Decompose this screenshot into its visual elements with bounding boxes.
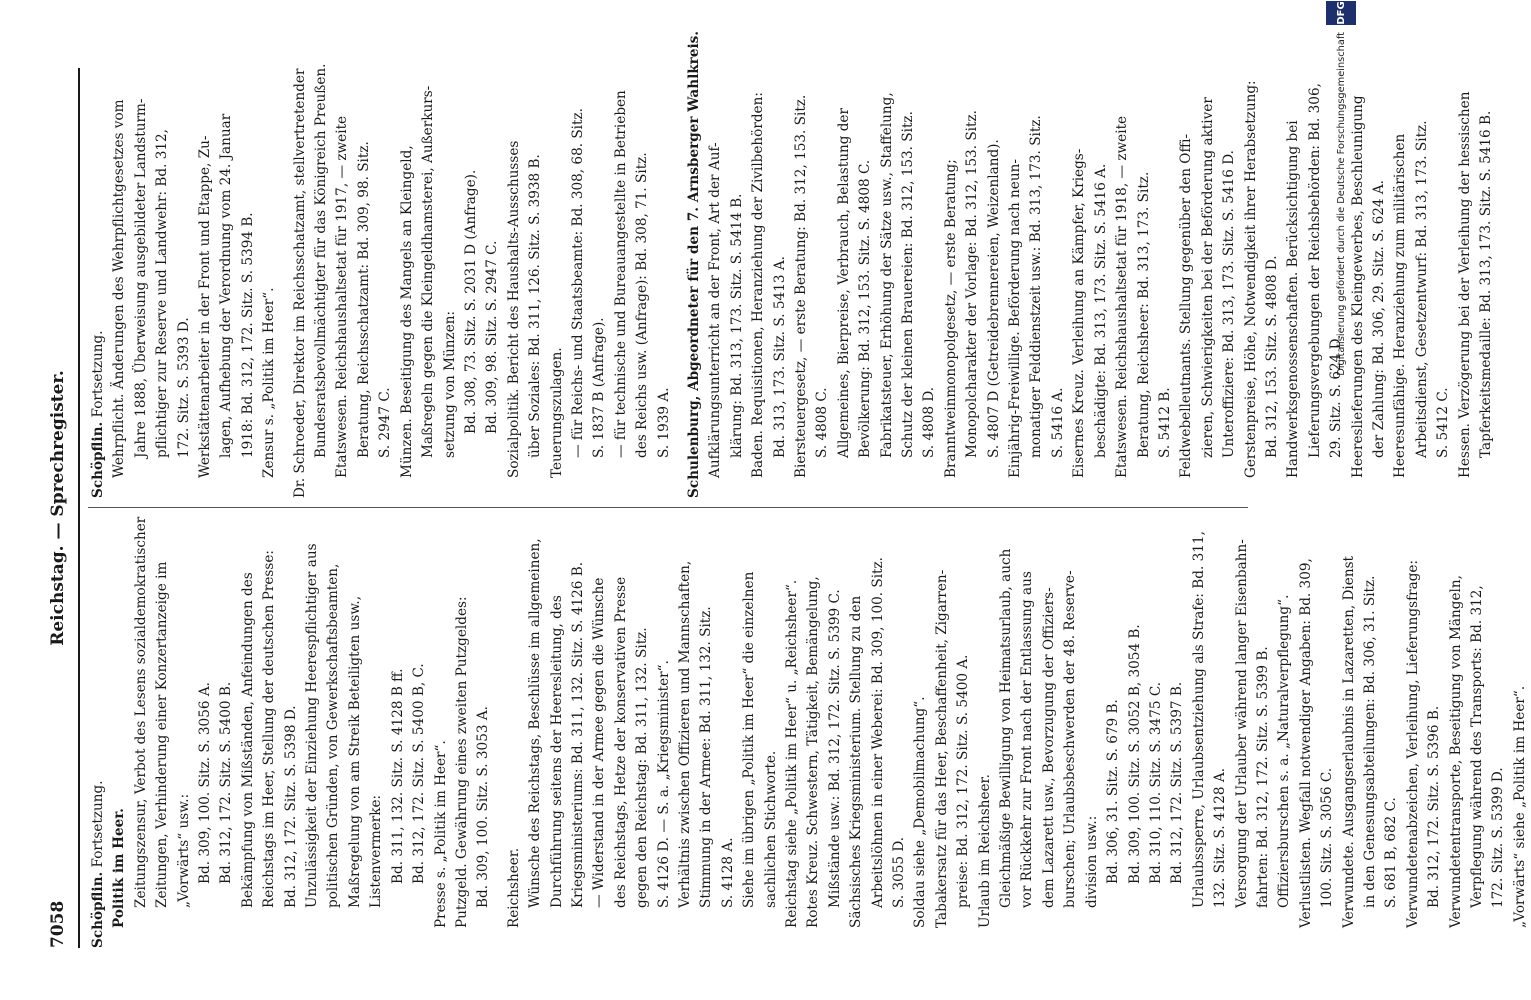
register-line: S. 4808 D. bbox=[921, 386, 938, 458]
register-line: Tapferkeitsmedaille: Bd. 313, 173. Sitz. S. 5416 B. bbox=[1478, 110, 1494, 458]
register-line: S. 4808 C. bbox=[814, 387, 831, 458]
register-line: Bd. 309, 98. Sitz. S. 2947 C. bbox=[484, 240, 501, 434]
register-line: — für technische und Bureauangestellte in Betrieben bbox=[612, 90, 629, 458]
register-line: Biersteuergesetz, — erste Beratung: Bd. 312, 153. Sitz. bbox=[793, 94, 809, 478]
register-line: S. 3055 D. bbox=[891, 836, 908, 908]
register-line: 1918: Bd. 312, 172. Sitz. S. 5394 B. bbox=[239, 212, 256, 458]
register-line: des Reichs usw. (Anfrage): Bd. 308, 71. Sitz. bbox=[634, 152, 651, 458]
register-line: Verlustlisten. Wegfall notwendiger Angaben: Bd. 309, bbox=[1297, 558, 1314, 928]
register-line: division usw.: bbox=[1083, 815, 1100, 908]
register-line: fahrten: Bd. 312, 172. Sitz. S. 5399 B. bbox=[1254, 646, 1271, 908]
register-line: Bd. 309, 100. Sitz. S. 3052 B, 3054 B. bbox=[1126, 624, 1143, 884]
register-line: Jahre 1888, Überweisung ausgebildeter Landsturm- bbox=[132, 98, 149, 458]
register-line: S. 4126 D. — S. a. „Kriegsminister“. bbox=[655, 660, 672, 908]
register-line: Schulenburg, Abgeordneter für den 7. Arnsberger Wahlkreis. bbox=[685, 30, 702, 498]
register-line: S. 4807 D (Getreidebrennereien, Weizenland). bbox=[985, 139, 1002, 458]
register-line: Unteroffiziere: Bd. 313, 173. Sitz. S. 5416 D. bbox=[1221, 150, 1238, 458]
register-line: gegen den Reichstag: Bd. 311, 132. Sitz. bbox=[634, 627, 651, 908]
register-line: 100. Sitz. S. 3056 C. bbox=[1319, 767, 1336, 908]
continuation-note: Fortsetzung. bbox=[90, 330, 106, 418]
register-line: Baden. Requisitionen, Heranziehung der Zivilbehörden: bbox=[750, 92, 767, 478]
register-line: setzung von Münzen: bbox=[441, 310, 458, 458]
register-line: S. 5412 C. bbox=[1435, 387, 1452, 458]
register-line: beschädigte: Bd. 313, 173. Sitz. S. 5416 A. bbox=[1092, 163, 1109, 458]
register-line: S. 5412 B. bbox=[1156, 387, 1173, 458]
register-line: Bd. 312, 172. Sitz. S. 5400 B. bbox=[218, 681, 235, 884]
register-line: Offiziersburschen s. a. „Naturalverpflegung“. bbox=[1276, 594, 1293, 908]
register-line: in den Genesungsabteilungen: Bd. 306, 31. Sitz. bbox=[1361, 575, 1378, 908]
register-line: klärung: Bd. 313, 173. Sitz. S. 5414 B. bbox=[728, 193, 745, 458]
register-line: Fabrikatsteuer, Erhöhung der Sätze usw., Staffelung, bbox=[878, 92, 895, 458]
register-line: Heereslieferungen des Kleingewerbes, Beschleunigung bbox=[1349, 95, 1366, 478]
register-line: politischen Gründen, von Gewerkschaftsbeamten, bbox=[325, 563, 342, 908]
register-line: Beratung, Reichsschatzamt: Bd. 309, 98. Sitz. bbox=[355, 141, 372, 458]
register-line: Mißstände usw.: Bd. 312, 172. Sitz. S. 5399 C. bbox=[826, 589, 843, 908]
register-line: preise: Bd. 312, 172. Sitz. S. 5400 A. bbox=[955, 654, 972, 908]
register-line: 132. Sitz. S. 4128 A. bbox=[1212, 767, 1229, 908]
register-line: Einjährig-Freiwillige. Beförderung nach neun- bbox=[1007, 159, 1024, 478]
register-line: Bd. 312, 172. Sitz. S. 5398 D. bbox=[282, 705, 299, 908]
register-line: Bd. 311, 132. Sitz. S. 4128 B ff. bbox=[389, 668, 406, 884]
dfg-logo: DFG bbox=[1326, 1, 1356, 25]
digitization-credit: Digitalisierung gefördert durch die Deutsche Forschungsgemeinschaft bbox=[1336, 32, 1347, 376]
register-line: Stimmung in der Armee: Bd. 311, 132. Sitz. bbox=[698, 606, 715, 908]
register-line: Arbeitsdienst, Gesetzentwurf: Bd. 313, 173. Sitz. bbox=[1413, 120, 1430, 458]
register-line: 172. Sitz. S. 5393 D. bbox=[175, 317, 192, 458]
register-line: Kriegsministeriums: Bd. 311, 132. Sitz. S. 4126 B. bbox=[569, 561, 586, 908]
register-line: 172. Sitz. S. 5399 D. bbox=[1490, 767, 1507, 908]
register-line: Handwerksgenossenschaften. Berücksichtigung bei bbox=[1285, 120, 1302, 478]
register-line: — Widerstand in der Armee gegen die Wünsche bbox=[591, 577, 608, 908]
register-line: Bd. 312, 172. Sitz. S. 5400 B, C. bbox=[411, 663, 428, 884]
register-line: Lieferungsvergebungen der Reichsbehörden: Bd. 306, bbox=[1306, 83, 1323, 458]
entry-spacer bbox=[675, 66, 684, 498]
register-line: Bd. 309, 100. Sitz. S. 3056 A. bbox=[197, 682, 214, 884]
register-line: Verwundetenabzeichen, Verleihung, Lieferungsfrage: bbox=[1404, 559, 1421, 928]
register-line: S. 5416 A. bbox=[1049, 387, 1066, 458]
right-entries bbox=[109, 30, 1497, 498]
register-line: S. 1837 B (Anfrage). bbox=[591, 317, 608, 458]
register-line: Tabakersatz für das Heer, Beschaffenheit, Zigarren- bbox=[933, 569, 950, 928]
register-line: Durchführung seitens der Heeresleitung, des bbox=[548, 595, 565, 908]
register-line: Schutz der kleinen Brauereien: Bd. 312, 153. Sitz. bbox=[900, 111, 917, 458]
register-line: Reichstag siehe „Politik im Heer“ u. „Reichsheer“. bbox=[784, 579, 800, 928]
speaker-name: Schöpflin. bbox=[90, 871, 106, 948]
register-line: Verpflegung während des Transports: Bd. 312, bbox=[1469, 585, 1485, 908]
register-line: Aufklärungsunterricht an der Front, Art der Auf- bbox=[707, 142, 724, 478]
left-column bbox=[88, 516, 1531, 948]
register-line: S. 4128 A. bbox=[719, 837, 736, 908]
register-line: Urlaubssperre, Urlaubsentziehung als Strafe: Bd. 311, bbox=[1190, 531, 1207, 908]
register-line: Bd. 306, 31. Sitz. S. 679 B. bbox=[1105, 699, 1122, 884]
register-line: Bd. 313, 173. Sitz. S. 5413 A. bbox=[771, 256, 788, 458]
register-line: Branntweinmonopolgesetz, — erste Beratung; bbox=[942, 159, 959, 478]
register-line: Beratung, Reichsheer: Bd. 313, 173. Sitz. bbox=[1135, 171, 1152, 458]
register-line: S. 1939 A. bbox=[655, 387, 672, 458]
register-line: Arbeitslöhnen in einer Weberei: Bd. 309, 100. Sitz. bbox=[869, 556, 886, 908]
register-line: Zensur s. „Politik im Heer“. bbox=[261, 287, 278, 478]
register-line: monatiger Felddienstzeit usw.: Bd. 313, 173. Sitz. bbox=[1028, 115, 1045, 458]
register-line: Etatswesen. Reichshaushaltsetat für 1917, — zweite bbox=[334, 115, 351, 478]
register-line: Wünsche des Reichstags, Beschlüsse im allgemeinen, bbox=[527, 538, 544, 908]
entry-heading bbox=[88, 66, 109, 498]
register-line: Presse s. „Politik im Heer“. bbox=[432, 740, 449, 928]
register-line: Rotes Kreuz. Schwestern, Tätigkeit, Bemängelung, bbox=[805, 576, 822, 928]
register-line: zieren, Schwierigkeiten bei der Beförderung aktiver bbox=[1199, 97, 1216, 458]
register-line: Reichstags im Heer, Stellung der deutschen Presse: bbox=[261, 550, 278, 908]
continuation-note: Fortsetzung. bbox=[90, 780, 106, 868]
register-line: Maßregeln gegen die Kleingeldhamsterei, Außerkurs- bbox=[420, 85, 437, 458]
register-line: Teuerungszulagen. bbox=[548, 347, 565, 478]
register-line: Verwundete. Ausgangserlaubnis in Lazaretten, Dienst bbox=[1340, 555, 1357, 928]
register-line: Zeitungszensur, Verbot des Lesens sozialdemokratischer bbox=[132, 516, 149, 908]
register-line: „Vorwärts“ siehe „Politik im Heer“. bbox=[1511, 685, 1528, 928]
entry-heading bbox=[88, 516, 109, 948]
register-line: der Zahlung: Bd. 306, 29. Sitz. S. 624 A. bbox=[1370, 180, 1387, 458]
register-line: lagen, Aufhebung der Verordnung vom 24. Januar bbox=[218, 113, 235, 458]
register-line: Maßregelung von am Streik Beteiligten usw., bbox=[346, 595, 363, 908]
column-divider bbox=[88, 507, 1248, 508]
register-line: Siehe im übrigen „Politik im Heer“ die einzelnen bbox=[741, 571, 758, 908]
register-line: dem Lazarett usw., Bevorzugung der Offiziers- bbox=[1040, 587, 1057, 908]
page-number: 7058 bbox=[48, 900, 68, 948]
register-line: Bevölkerung: Bd. 312, 153. Sitz. S. 4808 C. bbox=[857, 159, 874, 458]
register-line: Bd. 308, 73. Sitz. S. 2031 D (Anfrage). bbox=[462, 169, 479, 434]
register-line: Verwundetentransporte, Beseitigung von Mängeln, bbox=[1447, 575, 1464, 928]
register-line: Unzulässigkeit der Einziehung Heerespflichtiger aus bbox=[304, 543, 321, 908]
register-line: Feldwebelleutnants. Stellung gegenüber den Offi- bbox=[1178, 133, 1195, 478]
register-line: Politik im Heer. bbox=[111, 808, 128, 928]
register-line: Sozialpolitik. Bericht des Haushalts-Ausschusses bbox=[505, 140, 522, 478]
page-header bbox=[44, 68, 72, 948]
register-line: Bd. 312, 153. Sitz. S. 4808 D. bbox=[1263, 255, 1280, 458]
register-line: Versorgung der Urlauber während langer Eisenbahn- bbox=[1233, 539, 1250, 908]
register-line: S. 681 B, 682 C. bbox=[1383, 797, 1400, 908]
register-line: Gleichmäßige Bewilligung von Heimatsurlaub, auch bbox=[998, 548, 1015, 908]
register-line: des Reichstags, Hetze der konservativen Presse bbox=[612, 576, 629, 908]
register-line: Bd. 309, 100. Sitz. S. 3053 A. bbox=[475, 706, 492, 908]
register-line: Gerstenpreise, Höhe, Notwendigkeit ihrer Herabsetzung: bbox=[1242, 80, 1259, 478]
register-line: Werkstättenarbeiter in der Front und Etappe, Zu- bbox=[197, 135, 214, 478]
register-line: Putzgeld. Gewährung eines zweiten Putzgeldes: bbox=[453, 596, 470, 928]
register-line: Allgemeines, Bierpreise, Verbrauch, Belastung der bbox=[835, 108, 852, 458]
register-line: Etatswesen. Reichshaushaltsetat für 1918, — zweite bbox=[1114, 115, 1131, 478]
register-line: Zeitungen, Verhinderung einer Konzertanzeige im bbox=[154, 561, 171, 908]
speaker-name: Schöpflin. bbox=[90, 421, 106, 498]
register-line: Urlaub im Reichsheer. bbox=[976, 774, 993, 928]
register-line: — für Reichs- und Staatsbeamte: Bd. 308, 68. Sitz. bbox=[569, 108, 586, 458]
register-line: sachlichen Stichworte. bbox=[762, 750, 779, 908]
register-line: „Vorwärts“ usw.: bbox=[175, 793, 192, 908]
header-rule bbox=[78, 68, 80, 948]
register-line: Eisernes Kreuz. Verleihung an Kämpfer, Kriegs- bbox=[1071, 148, 1088, 478]
register-line: burschen; Urlaubsbeschwerden der 48. Reserve- bbox=[1062, 570, 1079, 908]
register-line: vor Rückkehr zur Front nach der Entlassung aus bbox=[1019, 571, 1036, 908]
register-line: Bd. 310, 110. Sitz. S. 3475 C. bbox=[1147, 681, 1164, 884]
right-column bbox=[88, 30, 1497, 498]
register-line: Hessen. Verzögerung bei der Verleihung der hessischen bbox=[1456, 91, 1473, 478]
register-line: Reichsheer. bbox=[505, 847, 522, 928]
register-line: Bd. 312, 172. Sitz. S. 5396 B. bbox=[1426, 705, 1443, 908]
register-line: Heeresunfähige. Heranziehung zum militärischen bbox=[1392, 133, 1409, 478]
register-line: Sächsisches Kriegsministerium. Stellung zu den bbox=[848, 595, 865, 928]
register-line: Bundesratsbevollmächtigter für das Königreich Preußen. bbox=[313, 63, 330, 458]
register-line: über Soziales: Bd. 311, 126. Sitz. S. 3938 B. bbox=[527, 154, 544, 458]
register-line: Bekämpfung von Mißständen, Anfeindungen des bbox=[239, 572, 256, 908]
page-footer bbox=[1316, 0, 1376, 1000]
register-line: Soldau siehe „Demobilmachung“. bbox=[912, 696, 929, 928]
register-line: Wehrpflicht. Änderungen des Wehrpflichtgesetzes vom bbox=[111, 99, 128, 478]
entry-spacer bbox=[281, 66, 290, 498]
running-title: Reichstag. — Sprechregister. bbox=[48, 370, 68, 646]
register-line: 29. Sitz. S. 624 D. bbox=[1328, 334, 1345, 458]
register-line: Verhältnis zwischen Offizieren und Mannschaften, bbox=[676, 560, 693, 908]
entry-spacer bbox=[495, 516, 504, 948]
register-line: Bd. 312, 172. Sitz. S. 5397 B. bbox=[1169, 681, 1186, 884]
register-line: Monopolcharakter der Vorlage: Bd. 312, 153. Sitz. bbox=[964, 110, 981, 458]
register-line: S. 2947 C. bbox=[377, 387, 394, 458]
register-line: Münzen. Beseitigung des Mangels an Kleingeld, bbox=[398, 145, 415, 478]
register-line: Listenvermerke: bbox=[368, 794, 385, 908]
register-line: Dr. Schroeder, Direktor im Reichsschatzamt, stellvertretender bbox=[291, 68, 308, 498]
register-line: pflichtiger zur Reserve und Landwehr: Bd. 312, bbox=[154, 129, 171, 458]
